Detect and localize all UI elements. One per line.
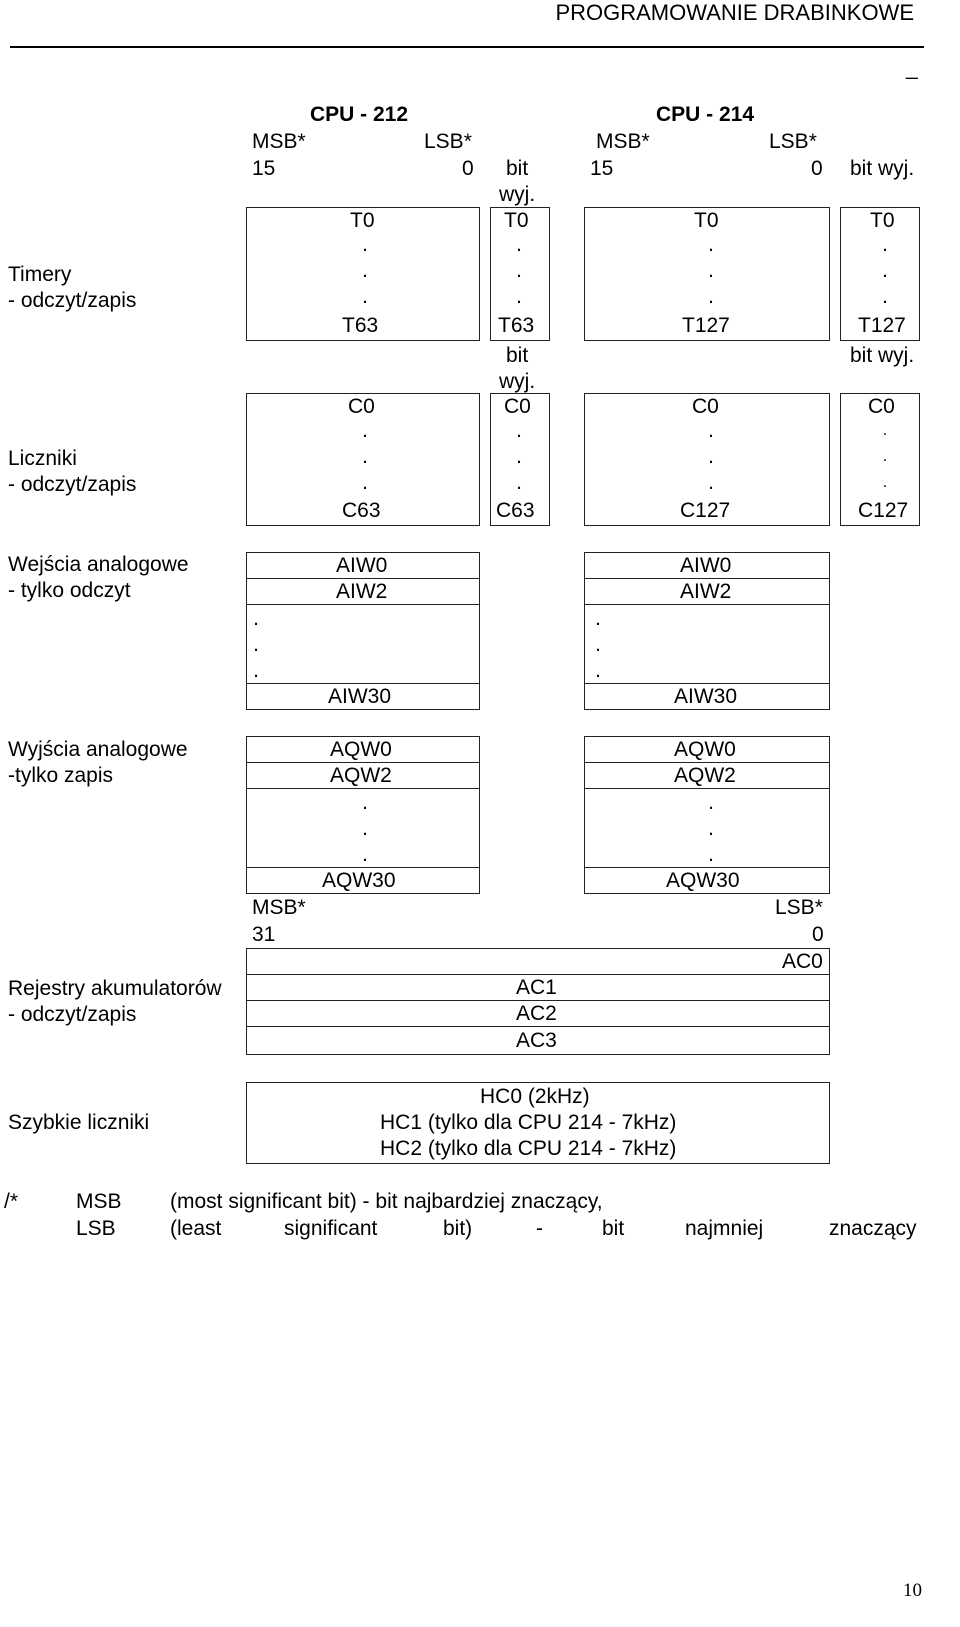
analog-out-cpu214-ellipsis: . . . [708,791,714,866]
footnote-lsb-word-6: najmniej [685,1217,764,1240]
counters-cpu212-first: C0 [348,395,375,418]
timers-cpu212-bit-first: T0 [504,209,529,232]
header-rule [10,46,924,48]
acc-ac0: AC0 [782,950,823,973]
analog-in-cpu212-rowdots [246,604,480,684]
counters-cpu212-bit-ellipsis: . . . [516,419,522,494]
fast-counter-hc1: HC1 (tylko dla CPU 214 - 7kHz) [380,1111,677,1134]
analog-out-cpu214-aqw30: AQW30 [666,869,740,892]
footnote-msb-desc: (most significant bit) - bit najbardziej znaczący, [170,1190,603,1213]
analog-in-cpu214-aiw30: AIW30 [674,685,738,708]
analog-out-cpu212-aqw30: AQW30 [322,869,396,892]
page-number: 10 [903,1580,922,1601]
acc-row-ac0 [246,948,830,975]
analog-out-sublabel: -tylko zapis [8,764,114,787]
counters-cpu212-bit-first: C0 [504,395,531,418]
timers-cpu214-last: T127 [682,314,730,337]
cpu212-bitwyj2: wyj. [499,183,536,206]
timers-cpu212-ellipsis: . . . [362,233,368,308]
footnote-msb: MSB [76,1190,122,1213]
analog-out-cpu214-aqw2: AQW2 [674,764,736,787]
timers-cpu212-bitwyj: bit [506,344,529,367]
timers-cpu212-bit-last: T63 [498,314,535,337]
timers-cpu212-last: T63 [342,314,379,337]
acc-msb: MSB* [252,896,306,919]
acc-sublabel: - odczyt/zapis [8,1003,137,1026]
footnote-lsb-word-1: (least [170,1217,222,1240]
analog-in-cpu214-ellipsis: . . . [595,607,601,682]
counters-cpu214-bit-last: C127 [858,499,909,522]
fast-counters-label: Szybkie liczniki [8,1111,150,1134]
acc-label: Rejestry akumulatorów [8,977,222,1000]
timers-cpu212-bit-ellipsis: . . . [516,233,522,308]
footnote-lsb-word-7: znaczący [829,1217,917,1240]
analog-out-cpu214-aqw0: AQW0 [674,738,736,761]
header-mark: _ [906,57,918,80]
analog-out-cpu212-ellipsis: . . . [362,791,368,866]
analog-in-sublabel: - tylko odczyt [8,579,131,602]
analog-out-cpu212-aqw2: AQW2 [330,764,392,787]
counters-cpu212-last: C63 [342,499,381,522]
timers-label: Timery [8,263,72,286]
timers-cpu212-bitwyj2: wyj. [499,370,536,393]
cpu214-bit0: 0 [811,157,823,180]
timers-cpu214-bit-first: T0 [870,209,895,232]
counters-cpu212-ellipsis: . . . [362,419,368,494]
analog-in-cpu212-ellipsis: . . . [253,607,259,682]
analog-in-cpu214-aiw0: AIW0 [680,554,732,577]
analog-in-cpu212-aiw30: AIW30 [328,685,392,708]
counters-cpu214-ellipsis: . . . [708,419,714,494]
cpu212-bit0: 0 [462,157,474,180]
footnote-mark: /* [4,1190,19,1213]
analog-out-cpu212-aqw0: AQW0 [330,738,392,761]
acc-ac1: AC1 [516,976,557,999]
cpu214-bit15: 15 [590,157,614,180]
cpu212-bitwyj: bit [506,157,529,180]
analog-in-label: Wejścia analogowe [8,553,189,576]
acc-ac3: AC3 [516,1029,557,1052]
counters-cpu214-last: C127 [680,499,731,522]
counters-cpu214-bit-first: C0 [868,395,895,418]
counters-cpu214-first: C0 [692,395,719,418]
analog-out-label: Wyjścia analogowe [8,738,188,761]
timers-cpu214-bitwyj: bit wyj. [850,344,915,367]
counters-cpu212-bit-last: C63 [496,499,535,522]
acc-lsb: LSB* [775,896,823,919]
acc-bit31: 31 [252,923,276,946]
cpu214-lsb: LSB* [769,130,817,153]
counters-cpu214-bit-ellipsis: . . . [882,422,888,491]
analog-in-cpu214-aiw2: AIW2 [680,580,732,603]
timers-cpu214-ellipsis: . . . [708,233,714,308]
cpu214-bitwyj: bit wyj. [850,157,915,180]
timers-sublabel: - odczyt/zapis [8,289,137,312]
analog-in-cpu212-aiw0: AIW0 [336,554,388,577]
fast-counter-hc0: HC0 (2kHz) [480,1085,590,1108]
fast-counter-hc2: HC2 (tylko dla CPU 214 - 7kHz) [380,1137,677,1160]
analog-in-cpu212-aiw2: AIW2 [336,580,388,603]
cpu214-msb: MSB* [596,130,650,153]
counters-label: Liczniki [8,447,77,470]
cpu212-msb: MSB* [252,130,306,153]
cpu212-title: CPU - 212 [310,103,409,126]
footnote-lsb-word-3: bit) [443,1217,473,1240]
footnote-lsb-word-2: significant [284,1217,378,1240]
counters-sublabel: - odczyt/zapis [8,473,137,496]
cpu214-title: CPU - 214 [656,103,755,126]
timers-cpu214-bit-ellipsis: . . . [882,233,888,308]
acc-bit0: 0 [812,923,824,946]
footnote-lsb: LSB [76,1217,116,1240]
timers-cpu214-bit-last: T127 [858,314,906,337]
cpu212-lsb: LSB* [424,130,472,153]
cpu212-bit15: 15 [252,157,276,180]
document-title: PROGRAMOWANIE DRABINKOWE [555,0,914,25]
footnote-lsb-word-4: - [536,1217,543,1240]
timers-cpu214-first: T0 [694,209,719,232]
analog-in-cpu214-rowdots [584,604,830,684]
timers-cpu212-first: T0 [350,209,375,232]
acc-ac2: AC2 [516,1002,557,1025]
footnote-lsb-word-5: bit [602,1217,625,1240]
